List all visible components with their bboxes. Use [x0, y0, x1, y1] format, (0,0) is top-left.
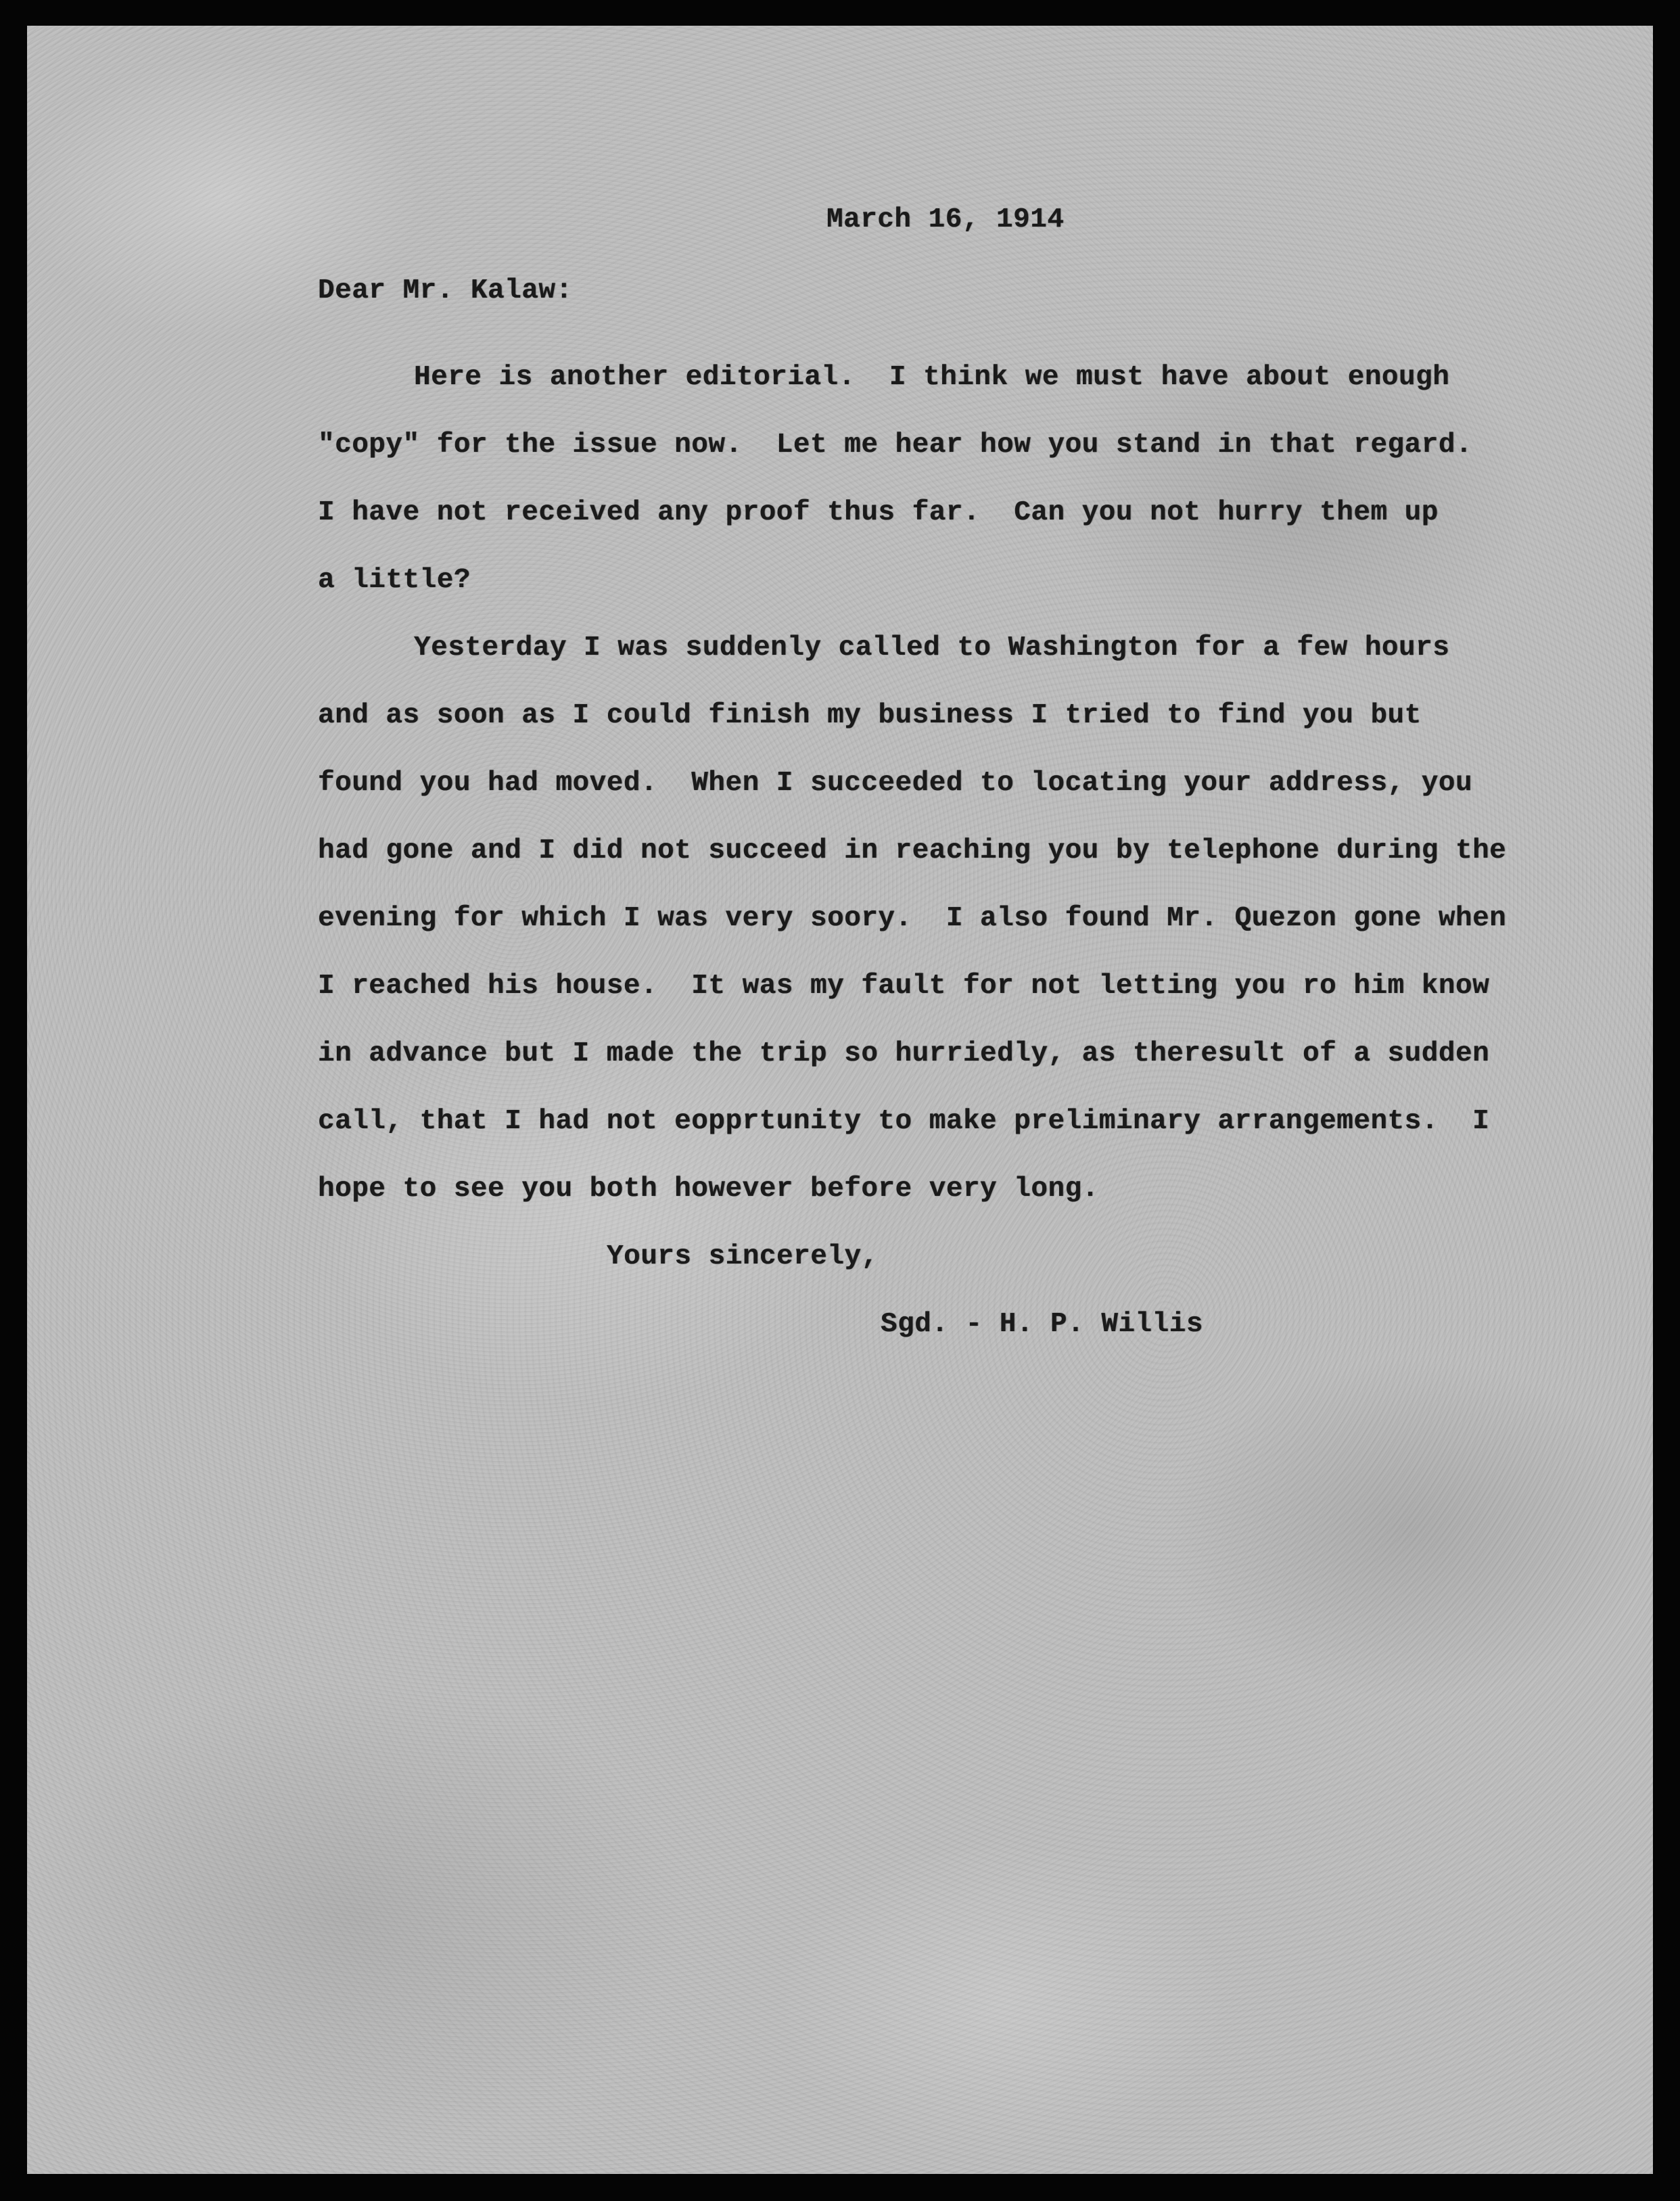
- paragraph-2-line: evening for which I was very soory. I also found Mr. Quezon gone when: [318, 903, 1507, 934]
- paragraph-2-line: Yesterday I was suddenly called to Washington for a few hours: [414, 632, 1450, 664]
- letter-salutation: Dear Mr. Kalaw:: [318, 275, 573, 306]
- paragraph-1-line: Here is another editorial. I think we must have about enough: [414, 362, 1450, 393]
- paragraph-2-line: and as soon as I could finish my business I tried to find you but: [318, 700, 1422, 731]
- paragraph-1-line: "copy" for the issue now. Let me hear how you stand in that regard.: [318, 430, 1473, 461]
- paragraph-2-line: in advance but I made the trip so hurriedly, as theresult of a sudden: [318, 1038, 1490, 1069]
- paragraph-2-line: call, that I had not eopprtunity to make preliminary arrangements. I: [318, 1106, 1490, 1137]
- paragraph-2-line: had gone and I did not succeed in reaching you by telephone during the: [318, 835, 1507, 866]
- paragraph-2-line: found you had moved. When I succeeded to locating your address, you: [318, 768, 1473, 799]
- paragraph-2-line: hope to see you both however before very long.: [318, 1174, 1099, 1205]
- letter-date: March 16, 1914: [826, 204, 1065, 235]
- letter-closing: Yours sincerely,: [607, 1241, 879, 1272]
- paragraph-1-line: I have not received any proof thus far. Can you not hurry them up: [318, 497, 1439, 528]
- letter-page: [27, 26, 1653, 2174]
- letter-signature: Sgd. - H. P. Willis: [881, 1309, 1203, 1340]
- paragraph-2-line: I reached his house. It was my fault for not letting you ro him know: [318, 971, 1490, 1002]
- paragraph-1-line: a little?: [318, 565, 471, 596]
